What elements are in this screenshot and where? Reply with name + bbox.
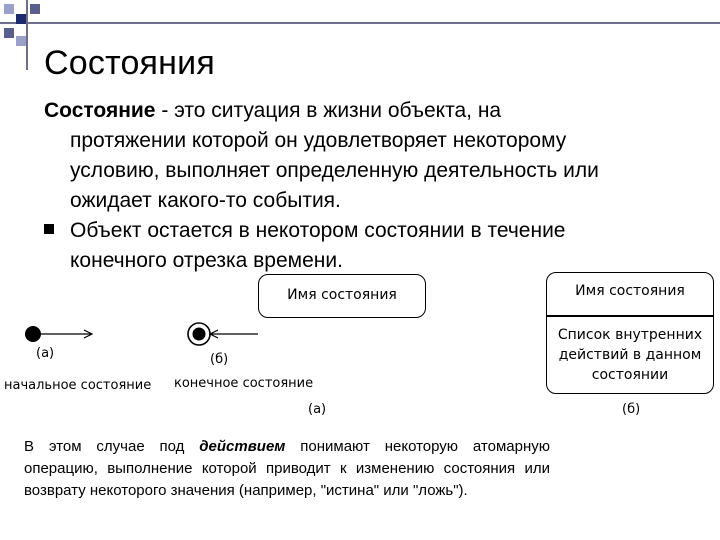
definition-text: ожидает какого-то события. [70,189,341,212]
decor-square [16,14,26,24]
label-b: (б) [210,352,229,367]
compartment-divider [547,315,713,317]
definition-text: условию, выполняет определенную деятельность или [70,159,599,182]
state-name: Имя состояния [287,287,397,303]
bullet-item [44,216,684,276]
state-name: Имя состояния [575,283,685,299]
action-text: В этом случае под [24,438,200,455]
action-text: понимают некоторую атомарную операцию, выполнение которой приводит к изменению состояния или возврату некоторого значения (например, "истина" или "ложь"). [24,438,550,499]
final-state-caption: конечное состояние [174,376,314,391]
definition-term: Состояние [44,99,156,122]
header-rule [0,22,720,24]
state-box-simple [258,274,426,318]
action-definition-paragraph [24,436,550,502]
decor-square [4,28,14,38]
bullet-text: конечного отрезка времени. [70,249,343,272]
side-rule [26,0,28,70]
internal-actions [551,325,709,385]
state-box-detailed [546,272,714,394]
action-term: действием [199,438,286,455]
bullet-text: Объект остается в некотором состоянии в течение [70,219,566,242]
definition-text: - это ситуация в жизни объекта, на [155,99,502,122]
decor-square [4,4,14,14]
decor-square [16,36,26,46]
final-state-symbol [188,323,258,345]
label-a: (а) [36,346,55,361]
slide-title: Состояния [44,44,215,82]
figure-label-a: (а) [308,402,327,417]
internal-actions-line: Список внутренних [557,327,703,343]
internal-actions-line: действий в данном [558,347,702,363]
bullet-square-icon [44,224,54,234]
decor-square [30,4,40,14]
initial-state-symbol [25,326,92,342]
internal-actions-line: состоянии [591,367,669,383]
figure-label-b: (б) [622,402,641,417]
initial-state-caption: начальное состояние [4,378,152,393]
definition-text: протяжении которой он удовлетворяет некоторому [70,129,567,152]
definition-paragraph [44,96,684,216]
